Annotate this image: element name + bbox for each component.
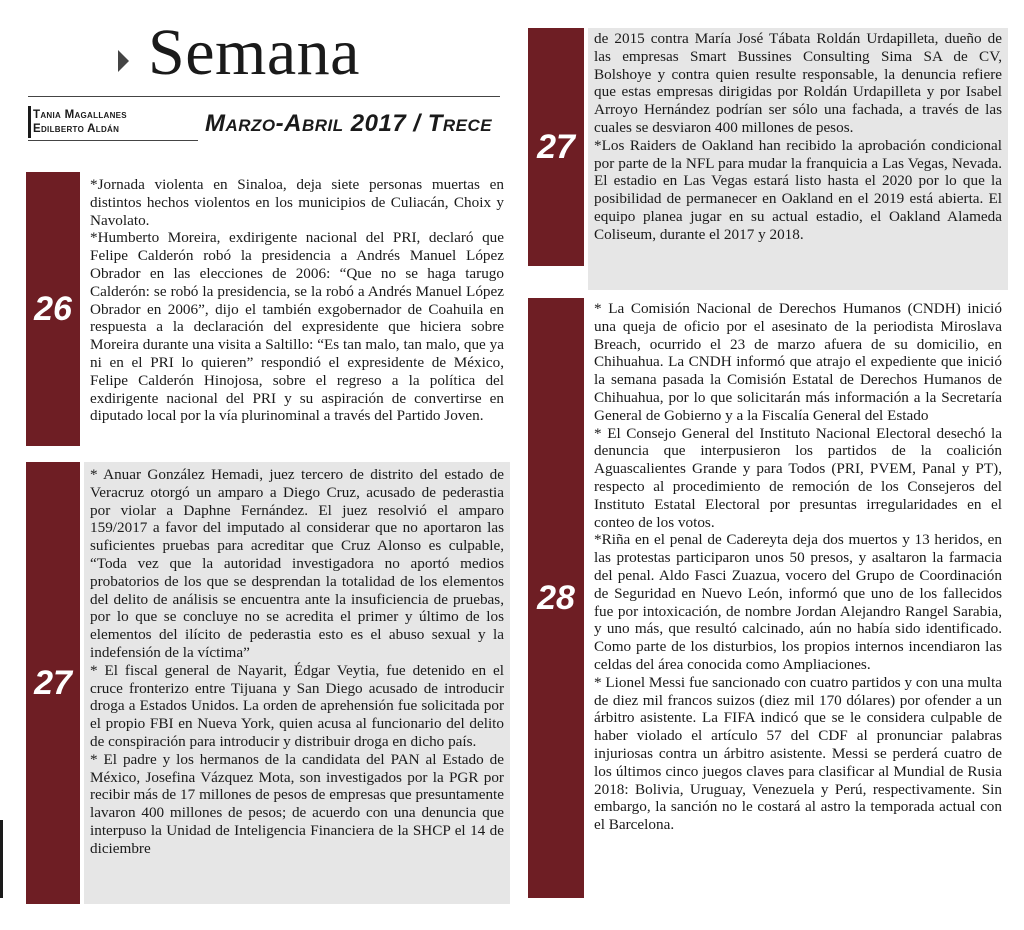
news-item: *Riña en el penal de Cadereyta deja dos muertos y 13 heridos, en las protestas participaron unos 50 presos, y asaltaron la farmacia del penal. Aldo Fasci Zuazua, vocero del Grupo de Coordinación de Seguridad en Nuevo León, informó que uno de los fallecidos fue por intoxicación, de nombre Jordan Alejandro Rangel Sarabia, y uno más, que resultó calcinado, aún no había sido identificado. Como parte de los disturbios, los propios internos incendiaron las celdas del área conocida como Ampliaciones. [594, 531, 1002, 673]
news-item: * El padre y los hermanos de la candidata del PAN al Estado de México, Josefina Vázquez Mota, son investigados por la PGR por recibir más de 17 millones de pesos de empresas que presuntamente lavaron 400 millones de pesos; de acuerdo con una denuncia que interpuso la Unidad de Inteligencia Financiera de la SHCP el 14 de diciembre [90, 750, 504, 857]
page-edge-mark [0, 820, 3, 898]
day-number: 27 [537, 127, 575, 166]
day-marker-26 [26, 172, 80, 446]
day-number: 27 [34, 663, 72, 702]
day-number: 26 [34, 289, 72, 328]
day-marker-27-continued [528, 28, 584, 266]
title-divider [28, 96, 500, 97]
author-divider [28, 140, 198, 141]
author-bar [28, 106, 31, 138]
author-name-2: Edilberto Aldán [33, 123, 120, 135]
day-marker-27 [26, 462, 80, 904]
news-item: * El fiscal general de Nayarit, Édgar Veytia, fue detenido en el cruce fronterizo entre Tijuana y San Diego acusado de introducir droga a Estados Unidos. La orden de aprehensión fue solicitada por el propio FBI en Nueva York, quien acusa al funcionario del delito de conspiración para introducir y distribuir droga en dicho país. [90, 661, 504, 750]
day-27-section [84, 462, 510, 904]
day-marker-28 [528, 298, 584, 898]
day-28-section [588, 296, 1008, 908]
news-item: de 2015 contra María José Tábata Roldán Urdapilleta, dueño de las empresas Smart Bussines Consulting Sima SA de CV, Bolshoye y contra quien resulte responsable, la denuncia refiere que estas empresas dirigidas por Roldán Urdapilleta y por Isabel Arroyo Hernández podrían ser sólo una fachada, a través de las cuales se desviaron 400 millones de pesos. [594, 30, 1002, 136]
page-title: Semana [148, 16, 360, 89]
news-item: * La Comisión Nacional de Derechos Humanos (CNDH) inició una queja de oficio por el asesinato de la periodista Miroslava Breach, ocurrido el 23 de marzo afuera de su domicilio, en Chihuahua. La CNDH informó que atrajo el expediente que inició la semana pasada la Comisión Estatal de Derechos Humanos de Chihuahua, por lo que solicitarán más información a la Secretaría General de Gobierno y a la Fiscalía General del Estado [594, 300, 1002, 424]
news-item: * El Consejo General del Instituto Nacional Electoral desechó la denuncia que interpusieron los partidos de la coalición Aguascalientes Grande y para Todos (PRI, PVEM, Panal y PT), respecto al procedimiento de remoción de los Consejeros del Instituto Estatal Electoral por presuntas irregularidades en el conteo de los votos. [594, 424, 1002, 531]
news-item: *Jornada violenta en Sinaloa, deja siete personas muertas en distintos hechos violentos en los municipios de Culiacán, Choix y Navolato. [90, 176, 504, 229]
day-27-continued-section [588, 28, 1008, 290]
day-26-section [84, 172, 510, 448]
title-arrow-icon [118, 50, 129, 72]
news-item: *Humberto Moreira, exdirigente nacional del PRI, declaró que Felipe Calderón robó la presidencia a Andrés Manuel López Obrador en las elecciones de 2006: “Que no se haga tarugo Calderón: se robó la presidencia, se la robó a Andrés Manuel López Obrador en 2006”, dijo el también exgobernador de Coahuila en respuesta a la declaración del expresidente que hiciera sobre Moreira durante una visita a Saltillo: “Es tan malo, tan malo, que ya ni en el PRI lo quieren” respondió el expresidente de México, Felipe Calderón Hinojosa, sobre el regreso a la política del exdirigente nacional del PRI y su aspiración de convertirse en diputado local por la vía plurinominal a través del Partido Joven. [90, 229, 504, 425]
news-item: * Lionel Messi fue sancionado con cuatro partidos y con una multa de diez mil francos suizos (diez mil 170 dólares) por ofender a un árbitro asistente. La FIFA indicó que se le considera culpable de haber violado el artículo 57 del CDF al pronunciar palabras injuriosas contra un árbitro asistente. Messi se perderá cuatro de los últimos cinco juegos claves para clasificar al Mundial de Rusia 2018: Bolivia, Uruguay, Venezuela y Perú, respectivamente. Sin embargo, la sanción no le costará al astro la temporada actual con el Barcelona. [594, 673, 1002, 834]
news-item: *Los Raiders de Oakland han recibido la aprobación condicional por parte de la NFL para mudar la franquicia a Las Vegas, Nevada. El estadio en Las Vegas estará listo hasta el 2020 por lo que la posibilidad de permanecer en Oakland en el 2019 está abierta. El equipo planea jugar en su actual estadio, el Oakland Alameda Coliseum, durante el 2017 y 2018. [594, 136, 1002, 243]
news-item: * Anuar González Hemadi, juez tercero de distrito del estado de Veracruz otorgó un amparo a Diego Cruz, acusado de pederastia por violar a Daphne Fernández. El juez resolvió el amparo 159/2017 a favor del imputado al considerar que no aportaron las suficientes pruebas para acreditar que Cruz Alonso es culpable, “Toda vez que la autoridad investigadora no aportó medios probatorios de los que se desprendan la totalidad de los elementos del delito de análisis se encuentra ante la insuficiencia de pruebas, por lo que se concluye no se acredita el primer y último de los elementos del ilícito de pederastia esto es el abuso sexual y la indefensión de la víctima” [90, 466, 504, 661]
day-number: 28 [537, 578, 575, 617]
author-name-1: Tania Magallanes [33, 109, 127, 121]
issue-date: Marzo-Abril 2017 / Trece [205, 110, 493, 137]
